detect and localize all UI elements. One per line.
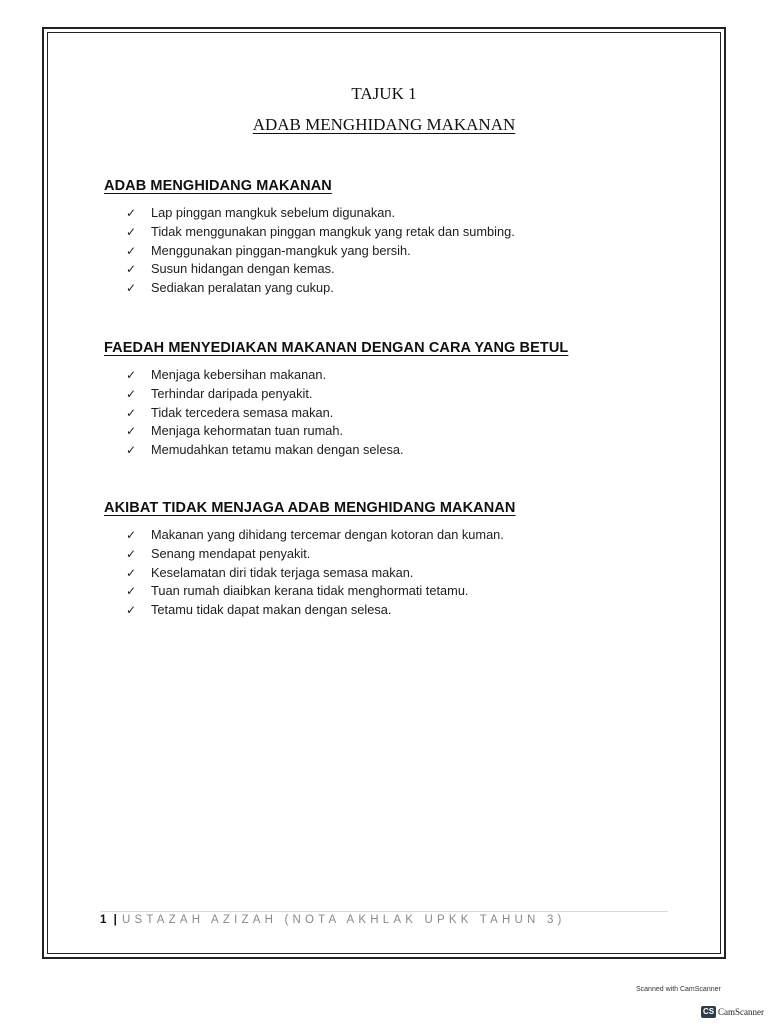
page-subtitle-text: ADAB MENGHIDANG MAKANAN bbox=[252, 115, 516, 134]
page-subtitle bbox=[0, 115, 768, 135]
list-item bbox=[126, 366, 704, 385]
list-item bbox=[126, 279, 704, 298]
camscanner-icon: CS bbox=[702, 1007, 715, 1016]
scanner-brand: CamScanner bbox=[718, 1007, 764, 1017]
list-item bbox=[126, 204, 704, 223]
check-icon: ✓ bbox=[126, 405, 137, 420]
check-icon: ✓ bbox=[126, 584, 137, 599]
check-icon: ✓ bbox=[126, 565, 137, 580]
check-icon: ✓ bbox=[126, 262, 137, 277]
section-faedah bbox=[104, 340, 704, 460]
list-item-text: Tetamu tidak dapat makan dengan selesa. bbox=[151, 602, 392, 618]
check-icon: ✓ bbox=[126, 224, 137, 239]
check-icon: ✓ bbox=[126, 546, 137, 561]
list-item-text: Sediakan peralatan yang cukup. bbox=[151, 280, 334, 296]
list-item bbox=[126, 564, 704, 583]
list-item-text: Tidak tercedera semasa makan. bbox=[151, 404, 334, 420]
check-icon: ✓ bbox=[126, 243, 137, 258]
list-item bbox=[126, 385, 704, 404]
scanner-note: Scanned with CamScanner bbox=[636, 986, 721, 993]
list-item-text: Tuan rumah diaibkan kerana tidak menghormati tetamu. bbox=[151, 583, 469, 599]
list-item-text: Menggunakan pinggan-mangkuk yang bersih. bbox=[151, 242, 411, 258]
section-adab bbox=[104, 178, 704, 298]
list-item-text: Senang mendapat penyakit. bbox=[151, 545, 311, 561]
check-icon: ✓ bbox=[126, 528, 137, 542]
page-border-inner bbox=[47, 32, 721, 954]
check-icon: ✓ bbox=[126, 206, 137, 220]
page-number: 1 | bbox=[100, 914, 119, 926]
list-item-text: Terhindar daripada penyakit. bbox=[151, 385, 313, 401]
check-icon: ✓ bbox=[126, 424, 137, 439]
list-item-text: Memudahkan tetamu makan dengan selesa. bbox=[151, 442, 404, 458]
checklist bbox=[104, 204, 704, 298]
list-item-text: Menjaga kehormatan tuan rumah. bbox=[151, 423, 344, 439]
list-item bbox=[126, 526, 704, 545]
footer-text: USTAZAH AZIZAH (NOTA AKHLAK UPKK TAHUN 3) bbox=[122, 914, 566, 926]
list-item bbox=[126, 223, 704, 242]
list-item bbox=[126, 242, 704, 261]
list-item-text: Keselamatan diri tidak terjaga semasa makan. bbox=[151, 564, 414, 580]
list-item-text: Lap pinggan mangkuk sebelum digunakan. bbox=[151, 205, 396, 220]
section-heading: ADAB MENGHIDANG MAKANAN bbox=[104, 178, 332, 194]
list-item-text: Menjaga kebersihan makanan. bbox=[151, 367, 327, 382]
list-item bbox=[126, 582, 704, 601]
list-item-text: Tidak menggunakan pinggan mangkuk yang retak dan sumbing. bbox=[151, 223, 515, 239]
check-icon: ✓ bbox=[126, 368, 137, 382]
footer-divider bbox=[100, 911, 668, 912]
checklist bbox=[104, 366, 704, 460]
list-item bbox=[126, 441, 704, 460]
list-item bbox=[126, 601, 704, 620]
list-item-text: Susun hidangan dengan kemas. bbox=[151, 261, 335, 277]
check-icon: ✓ bbox=[126, 386, 137, 401]
section-heading: AKIBAT TIDAK MENJAGA ADAB MENGHIDANG MAKANAN bbox=[104, 500, 516, 516]
list-item bbox=[126, 404, 704, 423]
check-icon: ✓ bbox=[126, 603, 137, 618]
list-item-text: Makanan yang dihidang tercemar dengan kotoran dan kuman. bbox=[151, 527, 504, 542]
page-title: TAJUK 1 bbox=[351, 84, 417, 103]
section-akibat bbox=[104, 500, 704, 620]
scanner-logo bbox=[701, 1006, 764, 1018]
list-item bbox=[126, 422, 704, 441]
check-icon: ✓ bbox=[126, 281, 137, 296]
list-item bbox=[126, 545, 704, 564]
check-icon: ✓ bbox=[126, 443, 137, 458]
page-footer bbox=[100, 914, 668, 926]
checklist bbox=[104, 526, 704, 620]
section-heading: FAEDAH MENYEDIAKAN MAKANAN DENGAN CARA YANG BETUL bbox=[104, 340, 569, 356]
list-item bbox=[126, 260, 704, 279]
